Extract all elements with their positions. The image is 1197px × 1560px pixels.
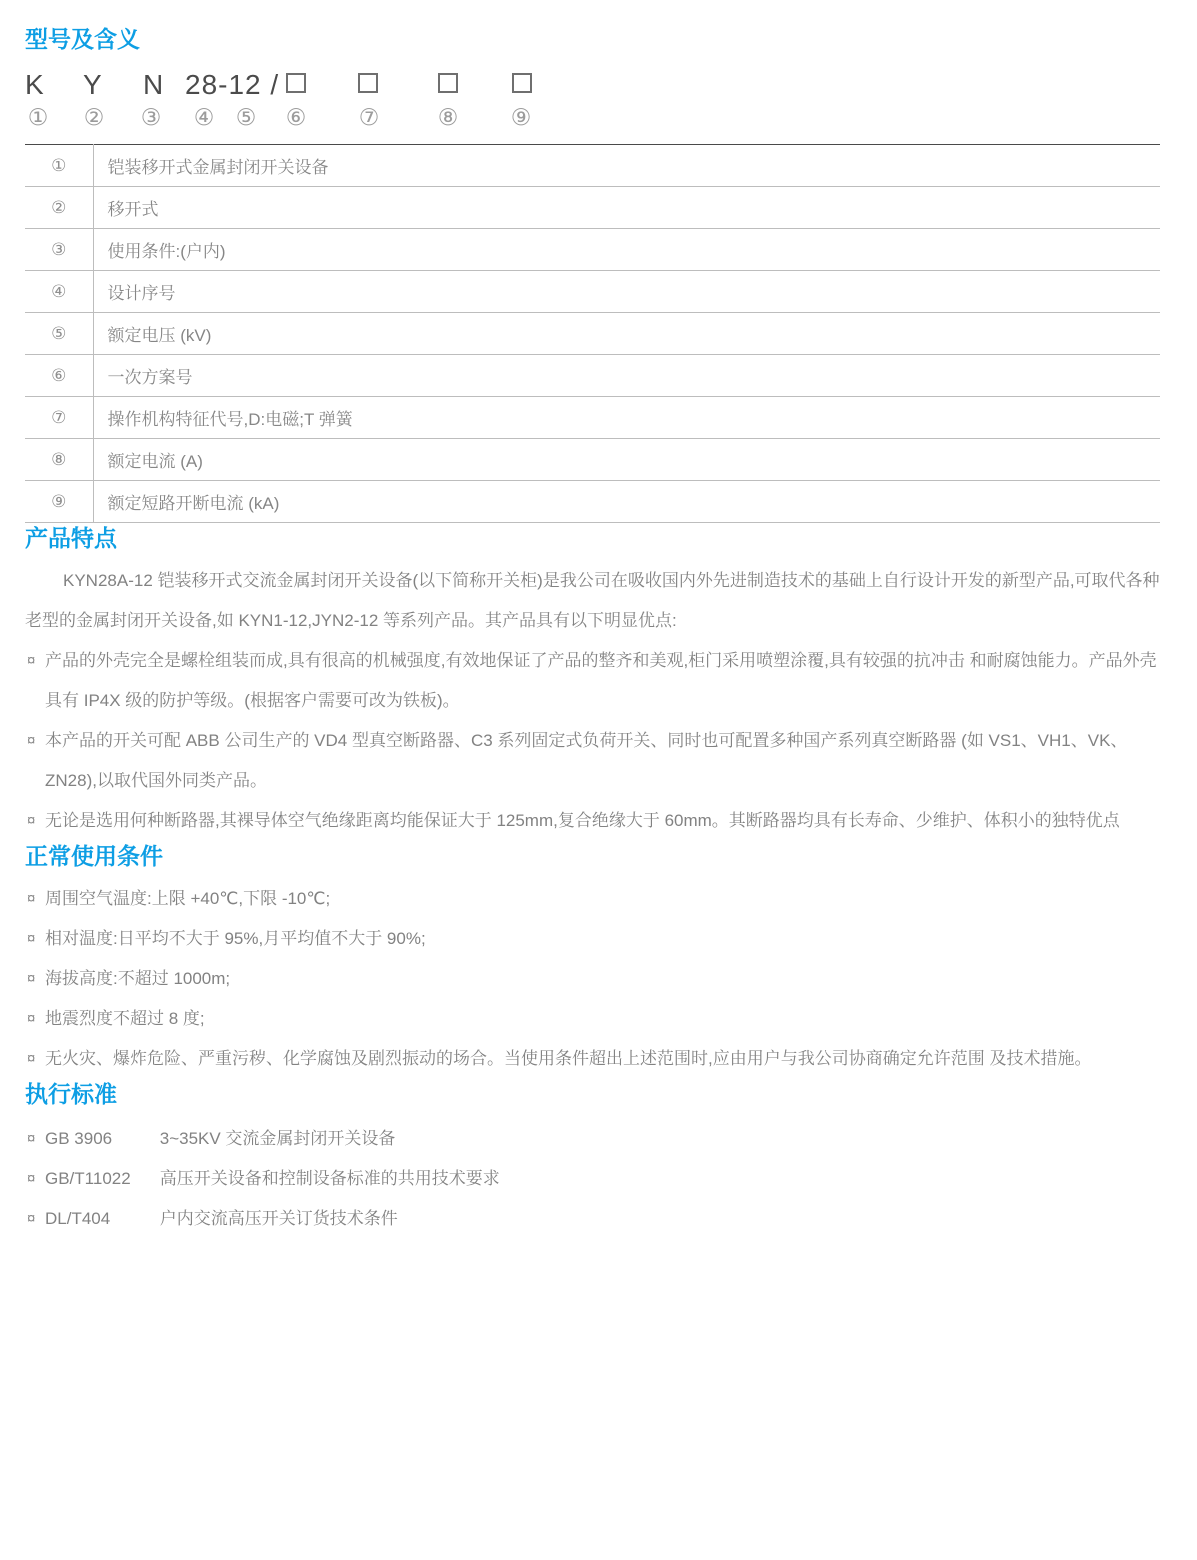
row-description: 额定短路开断电流 (kA): [107, 494, 280, 513]
bullet-marker-icon: ¤: [27, 812, 36, 829]
section-title-conditions: 正常使用条件: [25, 843, 163, 869]
table-row: [25, 271, 1160, 313]
list-item: [25, 1199, 1172, 1239]
bullet-marker-icon: ¤: [27, 1210, 36, 1227]
bullet-marker-icon: ¤: [27, 732, 36, 749]
row-number: ⑨: [25, 481, 93, 523]
row-description: 操作机构特征代号,D:电磁;T 弹簧: [107, 410, 353, 429]
features-bullet-list: [25, 641, 1172, 841]
standard-code: GB/T11022: [45, 1169, 131, 1188]
row-description: 移开式: [107, 200, 159, 219]
row-description: 额定电流 (A): [107, 452, 203, 471]
features-intro-paragraph: KYN28A-12 铠装移开式交流金属封闭开关设备(以下简称开关柜)是我公司在吸收国内外先进制造技术的基础上自行设计开发的新型产品,可取代各种老型的金属封闭开关设备,如 KYN1-12,JYN2-12 等系列产品。其产品具有以下明显优点:: [25, 571, 1160, 630]
circled-number-1: ①: [27, 104, 49, 130]
circled-number-3: ③: [140, 104, 162, 130]
row-number: ⑦: [25, 397, 93, 439]
table-row: [25, 313, 1160, 355]
model-meaning-table: [25, 144, 1160, 523]
table-row: [25, 481, 1160, 523]
table-row: [25, 397, 1160, 439]
row-number: ⑧: [25, 439, 93, 481]
section-title-standards: 执行标准: [25, 1081, 117, 1107]
row-number: ③: [25, 229, 93, 271]
table-row: [25, 439, 1160, 481]
bullet-marker-icon: ¤: [27, 890, 36, 907]
circled-number-4: ④: [193, 104, 215, 130]
bullet-marker-icon: ¤: [27, 652, 36, 669]
list-item: [25, 919, 1172, 959]
list-item: [25, 641, 1172, 721]
list-item: [25, 801, 1172, 841]
circled-number-2: ②: [83, 104, 105, 130]
list-item: [25, 1119, 1172, 1159]
model-letter-k: K: [25, 69, 45, 100]
standard-description: 户内交流高压开关订货技术条件: [159, 1209, 398, 1228]
placeholder-box-icon: [286, 73, 306, 93]
placeholder-box-icon: [358, 73, 378, 93]
section-title-features: 产品特点: [25, 525, 117, 551]
row-number: ⑤: [25, 313, 93, 355]
standard-code: GB 3906: [45, 1129, 113, 1148]
standards-list: [25, 1119, 1172, 1239]
list-item-text: 周围空气温度:上限 +40℃,下限 -10℃;: [45, 889, 331, 908]
circled-number-7: ⑦: [358, 104, 380, 130]
model-code-diagram: [25, 70, 1172, 132]
row-description: 额定电压 (kV): [107, 326, 212, 345]
bullet-marker-icon: ¤: [27, 970, 36, 987]
model-letter-n: N: [143, 69, 165, 100]
list-item-text: 相对温度:日平均不大于 95%,月平均值不大于 90%;: [45, 929, 426, 948]
row-description: 一次方案号: [107, 368, 193, 387]
list-item-text: 本产品的开关可配 ABB 公司生产的 VD4 型真空断路器、C3 系列固定式负荷开关、同时也可配置多种国产系列真空断路器 (如 VS1、VH1、VK、ZN28),以取代国外同类产品。: [45, 731, 1128, 790]
list-item: [25, 721, 1172, 801]
row-number: ①: [25, 145, 93, 187]
conditions-list: [25, 879, 1172, 1079]
list-item-text: 海拔高度:不超过 1000m;: [45, 969, 231, 988]
bullet-marker-icon: ¤: [27, 1170, 36, 1187]
placeholder-box-icon: [438, 73, 458, 93]
bullet-marker-icon: ¤: [27, 1130, 36, 1147]
list-item-text: 产品的外壳完全是螺栓组装而成,具有很高的机械强度,有效地保证了产品的整齐和美观,柜门采用喷塑涂覆,具有较强的抗冲击 和耐腐蚀能力。产品外壳具有 IP4X 级的防护等级。(根据客户需要可改为铁板)。: [45, 651, 1157, 710]
list-item-text: 无论是选用何种断路器,其裸导体空气绝缘距离均能保证大于 125mm,复合绝缘大于 60mm。其断路器均具有长寿命、少维护、体积小的独特优点: [45, 811, 1120, 830]
row-description: 设计序号: [107, 284, 176, 303]
bullet-marker-icon: ¤: [27, 1010, 36, 1027]
bullet-marker-icon: ¤: [27, 930, 36, 947]
row-description: 铠装移开式金属封闭开关设备: [107, 158, 329, 177]
circled-number-9: ⑨: [510, 104, 532, 130]
section-title-model: 型号及含义: [25, 26, 140, 52]
table-row: [25, 145, 1160, 187]
list-item: [25, 879, 1172, 919]
list-item: [25, 1159, 1172, 1199]
list-item: [25, 959, 1172, 999]
model-letter-2812: 28-12 /: [185, 69, 280, 100]
model-letter-y: Y: [83, 69, 103, 100]
row-number: ④: [25, 271, 93, 313]
row-number: ⑥: [25, 355, 93, 397]
list-item: [25, 1039, 1172, 1079]
circled-number-8: ⑧: [437, 104, 459, 130]
table-row: [25, 229, 1160, 271]
table-row: [25, 187, 1160, 229]
row-number: ②: [25, 187, 93, 229]
standard-description: 高压开关设备和控制设备标准的共用技术要求: [159, 1169, 500, 1188]
circled-number-5: ⑤: [235, 104, 257, 130]
bullet-marker-icon: ¤: [27, 1050, 36, 1067]
table-row: [25, 355, 1160, 397]
standard-description: 3~35KV 交流金属封闭开关设备: [159, 1129, 396, 1148]
list-item: [25, 999, 1172, 1039]
placeholder-box-icon: [512, 73, 532, 93]
list-item-text: 地震烈度不超过 8 度;: [45, 1009, 205, 1028]
list-item-text: 无火灾、爆炸危险、严重污秽、化学腐蚀及剧烈振动的场合。当使用条件超出上述范围时,应由用户与我公司协商确定允许范围 及技术措施。: [45, 1049, 1092, 1068]
row-description: 使用条件:(户内): [107, 242, 226, 261]
standard-code: DL/T404: [45, 1209, 111, 1228]
circled-number-6: ⑥: [285, 104, 307, 130]
